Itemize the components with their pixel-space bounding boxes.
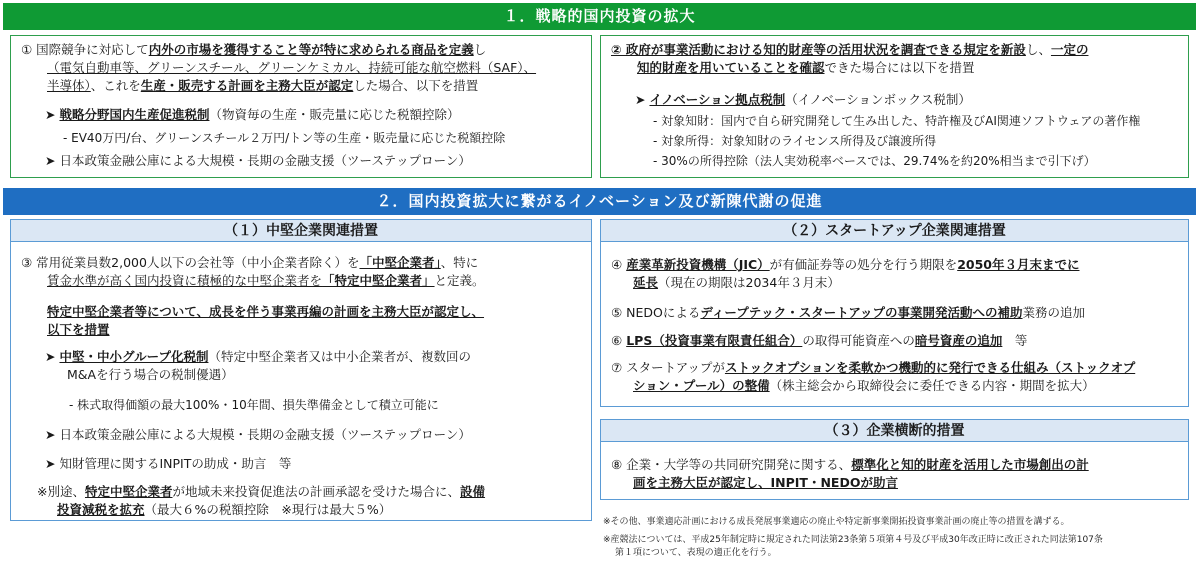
arrow-bullet-icon: ➤	[45, 153, 60, 168]
cross-enterprise-box	[600, 419, 1189, 500]
startup-heading: （２）スタートアップ企業関連措置	[601, 220, 1188, 242]
footnote-3: 第１項について、表現の適正化を行う。	[615, 548, 777, 558]
section1-header: １．戦略的国内投資の拡大	[3, 3, 1196, 30]
item2-line1: ② 政府が事業活動における知的財産等の活用状況を調査できる規定を新設し、一定の	[611, 42, 1089, 57]
startup-box	[600, 219, 1189, 407]
item1-bullet2: ➤ 日本政策金融公庫による大規模・長期の金融支援（ツーステップローン）	[45, 153, 471, 168]
footnote-1: ※その他、事業適応計画における成長発展事業適応の廃止や特定新事業開拓投資事業計画の廃止等の措置を講ずる。	[603, 517, 1070, 527]
item3-heading-line2: 以下を措置	[47, 322, 110, 337]
midsize-enterprise-box	[10, 219, 592, 521]
item3-bullet2: ➤ 日本政策金融公庫による大規模・長期の金融支援（ツーステップローン）	[45, 427, 471, 442]
item8-line1: ⑧ 企業・大学等の共同研究開発に関する、標準化と知的財産を活用した市場創出の計	[611, 457, 1089, 472]
item2-sub1: - 対象知財：国内で自ら研究開発して生み出した、特許権及びAI関連ソフトウェアの著作権	[653, 114, 1141, 128]
arrow-bullet-icon: ➤	[45, 427, 60, 442]
arrow-bullet-icon: ➤	[45, 456, 60, 471]
item1-sub1: - EV40万円/台、グリーンスチール２万円/トン等の生産・販売量に応じた税額控除	[63, 131, 506, 145]
item3-line2: 賃金水準が高く国内投資に積極的な中堅企業者を「特定中堅企業者」と定義。	[47, 273, 485, 288]
item1-line2: （電気自動車等、グリーンスチール、グリーンケミカル、持続可能な航空燃料（SAF）、	[47, 60, 537, 75]
arrow-bullet-icon: ➤	[635, 92, 650, 107]
item7-line2: ション・プール）の整備（株主総会から取締役会に委任できる内容・期間を拡大）	[633, 378, 1095, 393]
item3-note-line2: 投資減税を拡充（最大６%の税額控除 ※現行は最大５%）	[57, 502, 392, 517]
item3-bullet1: ➤ 中堅・中小グループ化税制（特定中堅企業者又は中小企業者が、複数回の	[45, 349, 471, 364]
section1-left-box	[10, 35, 592, 178]
item8-line2: 画を主務大臣が認定し、INPIT・NEDOが助言	[633, 475, 898, 490]
item2-sub3: - 30%の所得控除（法人実効税率ベースでは、29.74%を約20%相当まで引下げ）	[653, 154, 1096, 168]
item3-bullet3: ➤ 知財管理に関するINPITの助成・助言 等	[45, 456, 292, 471]
item1-line1: ① 国際競争に対応して内外の市場を獲得すること等が特に求められる商品を定義し	[21, 42, 487, 57]
section1-right-box	[600, 35, 1189, 178]
item6: ⑥ LPS（投資事業有限責任組合）の取得可能資産への暗号資産の追加 等	[611, 333, 1028, 348]
item3-note-line1: ※別途、特定中堅企業者が地域未来投資促進法の計画承認を受けた場合に、設備	[37, 484, 486, 499]
item1-bullet1: ➤ 戦略分野国内生産促進税制（物資毎の生産・販売量に応じた税額控除）	[45, 107, 460, 122]
footnote-2: ※産競法については、平成25年制定時に規定された同法第23条第５項第４号及び平成30年改正時に改正された同法第107条	[603, 535, 1103, 545]
cross-enterprise-heading: （３）企業横断的措置	[601, 420, 1188, 442]
item3-line1: ③ 常用従業員数2,000人以下の会社等（中小企業者除く）を「中堅企業者」、特に	[21, 255, 479, 270]
item5: ⑤ NEDOによるディープテック・スタートアップの事業開発活動への補助業務の追加	[611, 305, 1086, 320]
item1-line3: 半導体）、これを生産・販売する計画を主務大臣が認定した場合、以下を措置	[47, 78, 479, 93]
arrow-bullet-icon: ➤	[45, 107, 60, 122]
item4-line1: ④ 産業革新投資機構（JIC）が有価証券等の処分を行う期限を2050年３月末までに	[611, 257, 1080, 272]
item7-line1: ⑦ スタートアップがストックオプションを柔軟かつ機動的に発行できる仕組み（ストックオプ	[611, 360, 1136, 375]
item2-bullet1: ➤ イノベーション拠点税制（イノベーションボックス税制）	[635, 92, 971, 107]
item3-sub1: - 株式取得価額の最大100%・10年間、損失準備金として積立可能に	[69, 398, 439, 412]
arrow-bullet-icon: ➤	[45, 349, 60, 364]
item3-heading-line1: 特定中堅企業者等について、成長を伴う事業再編の計画を主務大臣が認定し、	[47, 304, 485, 319]
section2-header: ２．国内投資拡大に繋がるイノベーション及び新陳代謝の促進	[3, 188, 1196, 215]
item4-line2: 延長（現在の期限は2034年３月末）	[633, 275, 840, 290]
item2-sub2: - 対象所得：対象知財のライセンス所得及び譲渡所得	[653, 134, 937, 148]
item3-bullet1-cont: M&Aを行う場合の税制優遇）	[67, 367, 234, 382]
midsize-enterprise-heading: （１）中堅企業関連措置	[11, 220, 591, 242]
item2-line2: 知的財産を用いていることを確認できた場合には以下を措置	[637, 60, 975, 75]
